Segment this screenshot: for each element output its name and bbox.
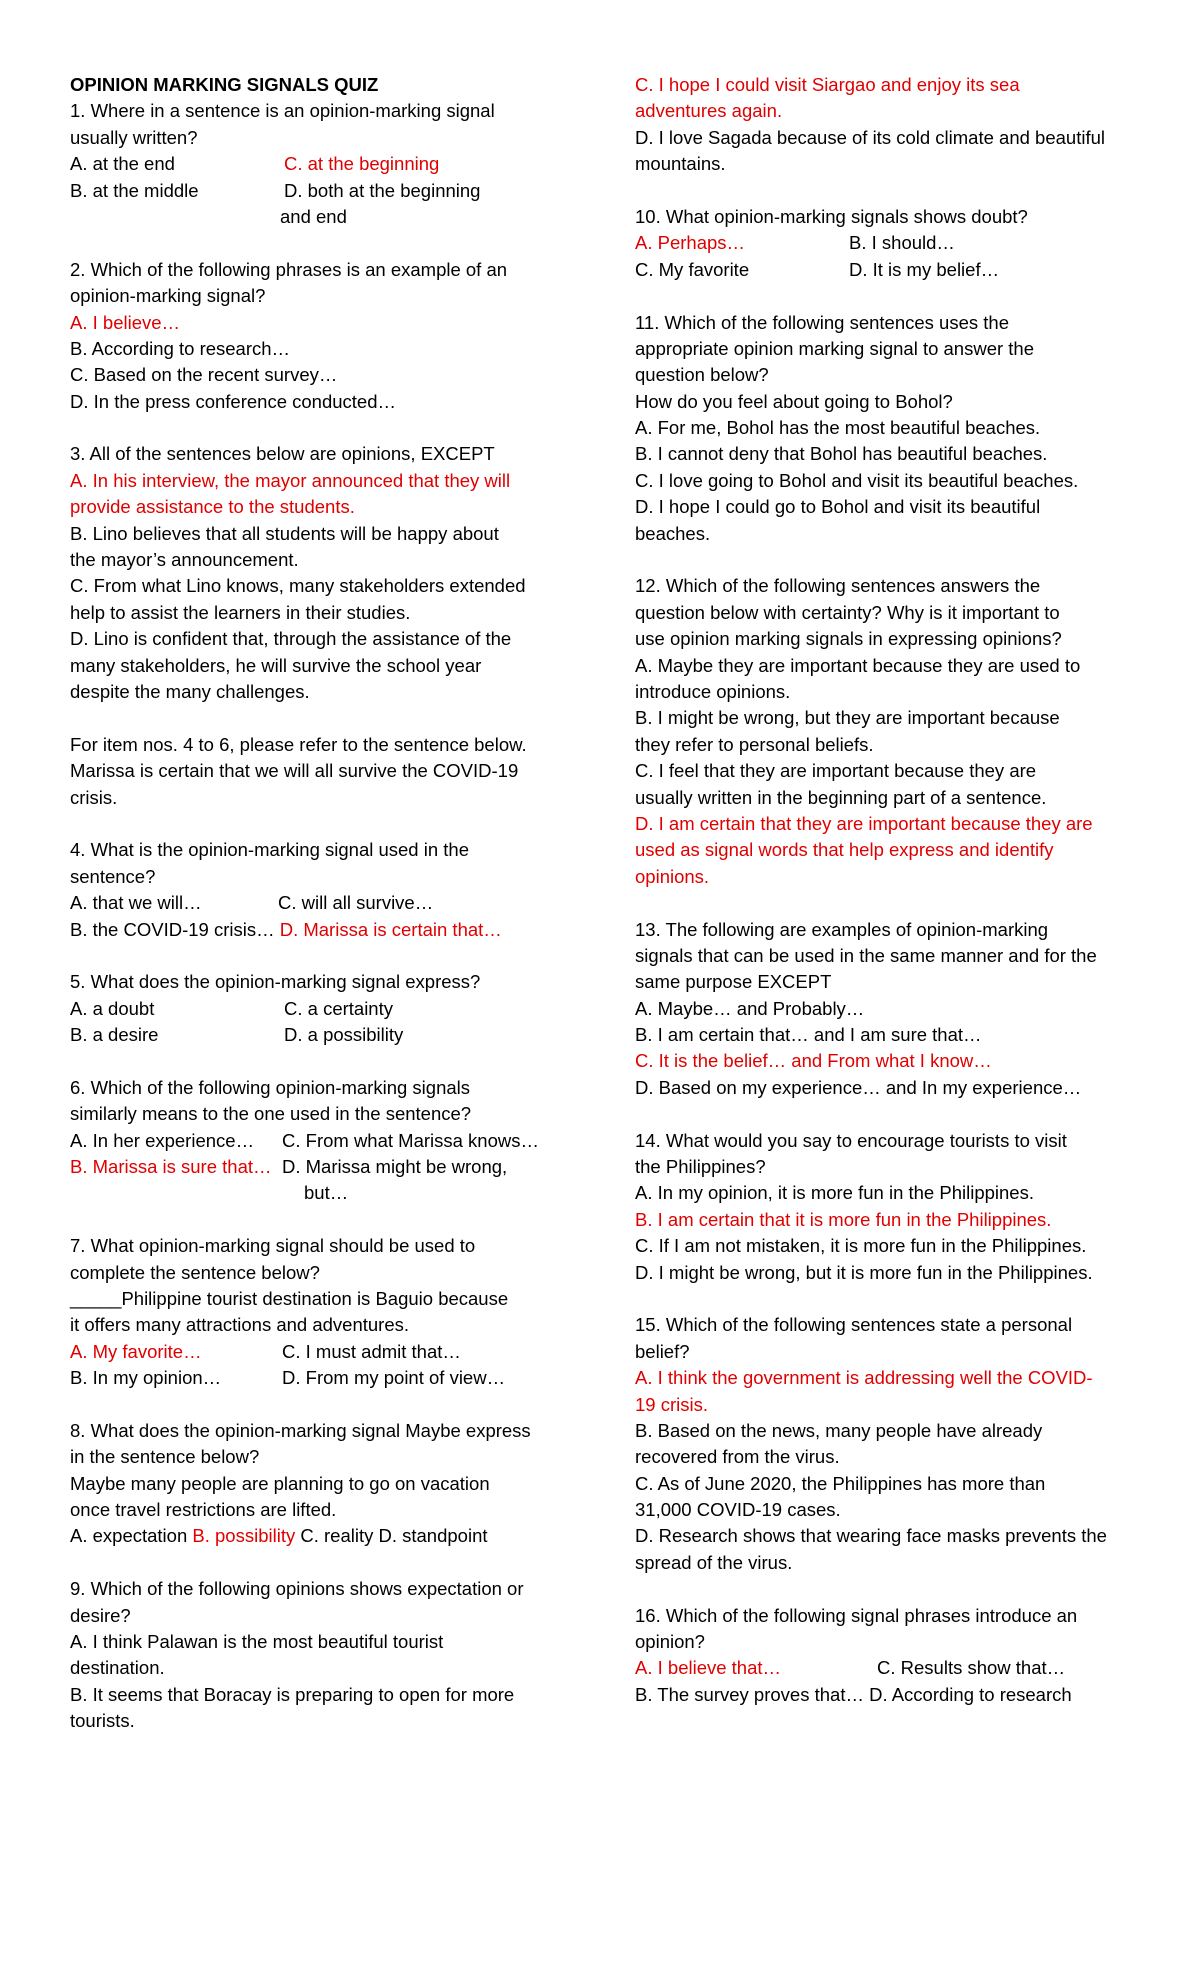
q10-options-row1 xyxy=(635,230,1155,256)
q3-option-c-line1: C. From what Lino knows, many stakeholders extended xyxy=(70,575,526,597)
q8-stem-line4: once travel restrictions are lifted. xyxy=(70,1499,337,1521)
reference-line1: For item nos. 4 to 6, please refer to the sentence below. xyxy=(70,733,527,755)
q14-option-c: C. If I am not mistaken, it is more fun in the Philippines. xyxy=(635,1235,1087,1257)
q12-option-d-answer-line2: used as signal words that help express and identify xyxy=(635,839,1054,861)
q1-options-row2 xyxy=(70,178,590,204)
q3-option-a-answer-line1: A. In his interview, the mayor announced that they will xyxy=(70,469,511,491)
q13-stem-line3: same purpose EXCEPT xyxy=(635,971,832,993)
q5-option-c: C. a certainty xyxy=(284,997,393,1019)
q10-option-d: D. It is my belief… xyxy=(849,258,1000,280)
q7-option-d: D. From my point of view… xyxy=(282,1367,506,1389)
q9-option-d-line2: mountains. xyxy=(635,153,726,175)
q16-option-bd: B. The survey proves that… D. According to research xyxy=(635,1683,1072,1705)
q12-option-b-line2: they refer to personal beliefs. xyxy=(635,733,874,755)
q5-option-a: A. a doubt xyxy=(70,997,155,1019)
q4-option-a: A. that we will… xyxy=(70,892,202,914)
q2-option-c: C. Based on the recent survey… xyxy=(70,364,338,386)
q11-stem-line1: 11. Which of the following sentences uses the xyxy=(635,311,1009,333)
q8-option-b-answer: B. possibility xyxy=(192,1525,296,1547)
q1-stem-line2: usually written? xyxy=(70,126,198,148)
q6-option-b-answer: B. Marissa is sure that… xyxy=(70,1156,272,1178)
q7-stem-line2: complete the sentence below? xyxy=(70,1261,320,1283)
q14-option-b-answer: B. I am certain that it is more fun in the Philippines. xyxy=(635,1208,1052,1230)
q9-stem-line2: desire? xyxy=(70,1604,131,1626)
q7-options-row2 xyxy=(70,1365,590,1391)
q9-option-d-line1: D. I love Sagada because of its cold climate and beautiful xyxy=(635,126,1105,148)
q8-stem-line3: Maybe many people are planning to go on vacation xyxy=(70,1472,490,1494)
q12-stem-line2: question below with certainty? Why is it important to xyxy=(635,601,1060,623)
q1-option-a: A. at the end xyxy=(70,153,175,175)
q11-option-d-line1: D. I hope I could go to Bohol and visit its beautiful xyxy=(635,496,1041,518)
q10-option-b: B. I should… xyxy=(849,232,955,254)
q3-option-c-line2: help to assist the learners in their studies. xyxy=(70,601,411,623)
q9-option-a-line1: A. I think Palawan is the most beautiful tourist xyxy=(70,1631,444,1653)
q1-options-row3 xyxy=(70,204,590,230)
q13-option-c-answer: C. It is the belief… and From what I know… xyxy=(635,1050,992,1072)
q10-option-a-answer: A. Perhaps… xyxy=(635,232,746,254)
left-column xyxy=(70,72,590,1735)
q16-option-a-answer: A. I believe that… xyxy=(635,1657,782,1679)
q4-option-b: B. the COVID-19 crisis… xyxy=(70,918,275,940)
q1-option-d-cont: and end xyxy=(280,205,347,227)
right-column xyxy=(635,72,1155,1708)
quiz-title: OPINION MARKING SIGNALS QUIZ xyxy=(70,74,379,95)
q1-options-row1 xyxy=(70,151,590,177)
q15-stem-line2: belief? xyxy=(635,1340,690,1362)
q14-option-a: A. In my opinion, it is more fun in the Philippines. xyxy=(635,1182,1034,1204)
q9-option-b-line1: B. It seems that Boracay is preparing to open for more xyxy=(70,1683,515,1705)
q7-stem-line3: _____Philippine tourist destination is Baguio because xyxy=(70,1287,509,1309)
q3-stem: 3. All of the sentences below are opinions, EXCEPT xyxy=(70,443,495,465)
q4-options-row1 xyxy=(70,890,590,916)
q11-stem-line3: question below? xyxy=(635,364,769,386)
q2-stem-line1: 2. Which of the following phrases is an example of an xyxy=(70,258,508,280)
q2-option-b: B. According to research… xyxy=(70,337,291,359)
q11-option-a: A. For me, Bohol has the most beautiful beaches. xyxy=(635,417,1041,439)
q6-option-d-cont: but… xyxy=(304,1182,349,1204)
q14-stem-line2: the Philippines? xyxy=(635,1156,766,1178)
q11-stem-line2: appropriate opinion marking signal to answer the xyxy=(635,337,1035,359)
q6-option-a: A. In her experience… xyxy=(70,1129,255,1151)
q3-option-d-line2: many stakeholders, he will survive the school year xyxy=(70,654,482,676)
reference-line3: crisis. xyxy=(70,786,118,808)
q6-stem-line2: similarly means to the one used in the sentence? xyxy=(70,1103,472,1125)
q7-stem-line1: 7. What opinion-marking signal should be used to xyxy=(70,1235,476,1257)
q4-option-c: C. will all survive… xyxy=(278,892,434,914)
q7-option-c: C. I must admit that… xyxy=(282,1340,461,1362)
q13-stem-line1: 13. The following are examples of opinion-marking xyxy=(635,918,1049,940)
q4-stem-line2: sentence? xyxy=(70,865,156,887)
q1-option-d: D. both at the beginning xyxy=(284,179,481,201)
q13-option-b: B. I am certain that… and I am sure that… xyxy=(635,1024,982,1046)
q16-option-c: C. Results show that… xyxy=(877,1657,1066,1679)
q16-stem-line1: 16. Which of the following signal phrases introduce an xyxy=(635,1604,1078,1626)
q5-option-d: D. a possibility xyxy=(284,1024,404,1046)
q15-option-d-line2: spread of the virus. xyxy=(635,1551,793,1573)
q11-option-d-line2: beaches. xyxy=(635,522,711,544)
q12-stem-line3: use opinion marking signals in expressing opinions? xyxy=(635,628,1062,650)
q9-stem-line1: 9. Which of the following opinions shows expectation or xyxy=(70,1578,524,1600)
q12-option-a-line1: A. Maybe they are important because they are used to xyxy=(635,654,1081,676)
q12-option-a-line2: introduce opinions. xyxy=(635,680,791,702)
q11-option-c: C. I love going to Bohol and visit its beautiful beaches. xyxy=(635,469,1079,491)
q9-option-c-answer-line2: adventures again. xyxy=(635,100,783,122)
q15-option-b-line1: B. Based on the news, many people have already xyxy=(635,1419,1043,1441)
q12-stem-line1: 12. Which of the following sentences answers the xyxy=(635,575,1041,597)
q3-option-d-line3: despite the many challenges. xyxy=(70,680,310,702)
q5-option-b: B. a desire xyxy=(70,1024,159,1046)
q9-option-a-line2: destination. xyxy=(70,1657,165,1679)
q2-stem-line2: opinion-marking signal? xyxy=(70,285,266,307)
q15-stem-line1: 15. Which of the following sentences state a personal xyxy=(635,1314,1073,1336)
q10-options-row2 xyxy=(635,257,1155,283)
q8-option-a: A. expectation xyxy=(70,1525,188,1547)
q4-stem-line1: 4. What is the opinion-marking signal used in the xyxy=(70,839,469,861)
q6-option-d: D. Marissa might be wrong, xyxy=(282,1156,508,1178)
q12-option-c-line1: C. I feel that they are important because they are xyxy=(635,760,1037,782)
reference-line2: Marissa is certain that we will all survive the COVID-19 xyxy=(70,760,519,782)
q8-stem-line2: in the sentence below? xyxy=(70,1446,260,1468)
q15-option-c-line1: C. As of June 2020, the Philippines has more than xyxy=(635,1472,1046,1494)
q15-option-a-answer-line1: A. I think the government is addressing well the COVID- xyxy=(635,1367,1093,1389)
q15-option-a-answer-line2: 19 crisis. xyxy=(635,1393,708,1415)
q14-stem-line1: 14. What would you say to encourage tourists to visit xyxy=(635,1129,1067,1151)
q1-stem-line1: 1. Where in a sentence is an opinion-marking signal xyxy=(70,100,495,122)
q8-options-row xyxy=(70,1523,590,1549)
q16-options-row1 xyxy=(635,1655,1155,1681)
q5-options-row1 xyxy=(70,996,590,1022)
q13-stem-line2: signals that can be used in the same manner and for the xyxy=(635,944,1097,966)
q6-options-row3 xyxy=(70,1180,590,1206)
q15-option-c-line2: 31,000 COVID-19 cases. xyxy=(635,1499,841,1521)
q8-stem-line1: 8. What does the opinion-marking signal Maybe express xyxy=(70,1419,531,1441)
q12-option-c-line2: usually written in the beginning part of a sentence. xyxy=(635,786,1047,808)
q13-option-d: D. Based on my experience… and In my experience… xyxy=(635,1076,1082,1098)
q1-option-c-answer: C. at the beginning xyxy=(284,153,440,175)
q4-options-row2 xyxy=(70,917,590,943)
q6-options-row1 xyxy=(70,1128,590,1154)
q1-option-b: B. at the middle xyxy=(70,179,199,201)
q4-option-d-answer: D. Marissa is certain that… xyxy=(279,918,502,940)
q6-stem-line1: 6. Which of the following opinion-marking signals xyxy=(70,1076,471,1098)
q3-option-b-line1: B. Lino believes that all students will be happy about xyxy=(70,522,499,544)
q6-option-c: C. From what Marissa knows… xyxy=(282,1129,539,1151)
q5-options-row2 xyxy=(70,1022,590,1048)
q7-stem-line4: it offers many attractions and adventures. xyxy=(70,1314,410,1336)
q16-stem-line2: opinion? xyxy=(635,1631,705,1653)
q7-option-b: B. In my opinion… xyxy=(70,1367,222,1389)
q9-option-b-line2: tourists. xyxy=(70,1710,135,1732)
q5-stem: 5. What does the opinion-marking signal express? xyxy=(70,971,481,993)
q15-option-d-line1: D. Research shows that wearing face masks prevents the xyxy=(635,1525,1107,1547)
q3-option-b-line2: the mayor’s announcement. xyxy=(70,549,299,571)
q15-option-b-line2: recovered from the virus. xyxy=(635,1446,840,1468)
q11-stem-line4: How do you feel about going to Bohol? xyxy=(635,390,953,412)
q2-option-a-answer: A. I believe… xyxy=(70,311,181,333)
q10-stem: 10. What opinion-marking signals shows doubt? xyxy=(635,205,1028,227)
q2-option-d: D. In the press conference conducted… xyxy=(70,390,396,412)
q6-options-row2 xyxy=(70,1154,590,1180)
q13-option-a: A. Maybe… and Probably… xyxy=(635,997,865,1019)
q10-option-c: C. My favorite xyxy=(635,258,750,280)
q9-option-c-answer-line1: C. I hope I could visit Siargao and enjoy its sea xyxy=(635,74,1020,95)
q7-option-a-answer: A. My favorite… xyxy=(70,1340,202,1362)
q3-option-a-answer-line2: provide assistance to the students. xyxy=(70,496,355,518)
q3-option-d-line1: D. Lino is confident that, through the assistance of the xyxy=(70,628,512,650)
q8-option-cd: C. reality D. standpoint xyxy=(300,1525,488,1547)
q12-option-b-line1: B. I might be wrong, but they are important because xyxy=(635,707,1060,729)
q12-option-d-answer-line3: opinions. xyxy=(635,865,710,887)
q11-option-b: B. I cannot deny that Bohol has beautiful beaches. xyxy=(635,443,1048,465)
q14-option-d: D. I might be wrong, but it is more fun in the Philippines. xyxy=(635,1261,1093,1283)
q12-option-d-answer-line1: D. I am certain that they are important because they are xyxy=(635,812,1093,834)
q7-options-row1 xyxy=(70,1339,590,1365)
